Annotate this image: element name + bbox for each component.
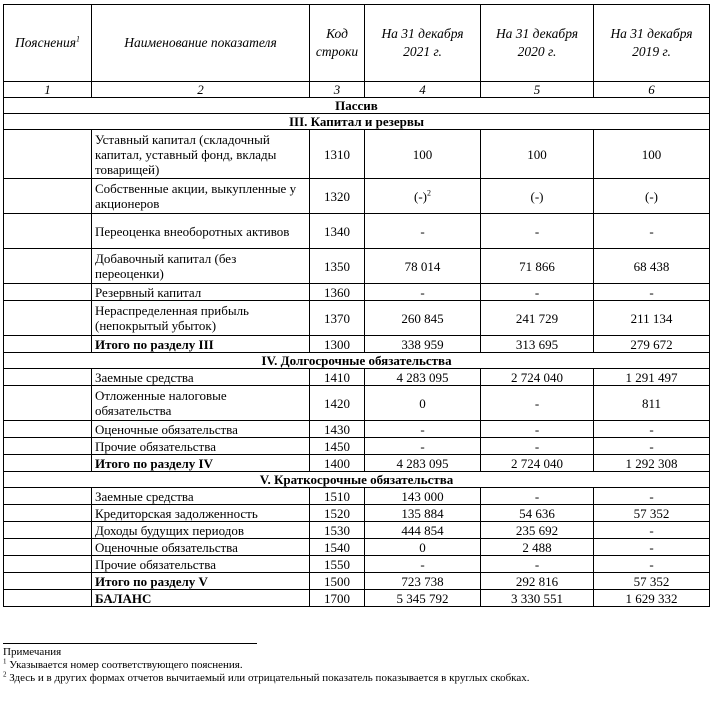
value-2021: 0	[365, 539, 481, 556]
value-2021: 143 000	[365, 488, 481, 505]
table-row	[4, 386, 710, 421]
row-name: Итого по разделу V	[92, 573, 310, 590]
row-name: Уставный капитал (складочный капитал, уставный фонд, вклады товарищей)	[92, 130, 310, 179]
row-code: 1300	[310, 336, 365, 353]
column-numbers-row	[4, 82, 710, 98]
header-row	[4, 5, 710, 82]
footnote-divider	[3, 643, 257, 644]
header-2020: На 31 декабря 2020 г.	[481, 5, 594, 82]
table-row	[4, 179, 710, 214]
value-2021: 444 854	[365, 522, 481, 539]
row-name: БАЛАНС	[92, 590, 310, 607]
value-2020: -	[481, 421, 594, 438]
header-2021: На 31 декабря 2021 г.	[365, 5, 481, 82]
table-title: Пассив	[4, 98, 710, 114]
header-2019: На 31 декабря 2019 г.	[594, 5, 710, 82]
value-2020: 313 695	[481, 336, 594, 353]
table-row	[4, 488, 710, 505]
balance-total-row	[4, 590, 710, 607]
value-2020: 2 488	[481, 539, 594, 556]
table-row	[4, 284, 710, 301]
footnotes	[3, 643, 529, 685]
value-2019: 68 438	[594, 249, 710, 284]
row-code: 1370	[310, 301, 365, 336]
row-code: 1510	[310, 488, 365, 505]
value-2019: 279 672	[594, 336, 710, 353]
value-2019: 100	[594, 130, 710, 179]
value-2020: 2 724 040	[481, 369, 594, 386]
footnote-2: $^2$ Здесь и в других формах отчетов вычитаемый или отрицательный показатель показывается в круглых скобках.	[3, 670, 530, 684]
row-code: 1400	[310, 455, 365, 472]
value-2021: 78 014	[365, 249, 481, 284]
value-2019: 57 352	[594, 573, 710, 590]
value-2019: -	[594, 556, 710, 573]
row-name: Отложенные налоговые обязательства	[92, 386, 310, 421]
row-name: Добавочный капитал (без переоценки)	[92, 249, 310, 284]
row-name: Доходы будущих периодов	[92, 522, 310, 539]
table-row	[4, 438, 710, 455]
row-code: 1410	[310, 369, 365, 386]
value-2019: -	[594, 214, 710, 249]
row-name: Прочие обязательства	[92, 438, 310, 455]
value-2021: 4 283 095	[365, 369, 481, 386]
subtotal-row	[4, 455, 710, 472]
value-2021: -	[365, 556, 481, 573]
row-name: Резервный капитал	[92, 284, 310, 301]
value-2020: 2 724 040	[481, 455, 594, 472]
section-3-title: III. Капитал и резервы	[4, 114, 710, 130]
value-2021: 4 283 095	[365, 455, 481, 472]
value-2019: -	[594, 284, 710, 301]
table-row	[4, 505, 710, 522]
table-row	[4, 249, 710, 284]
value-2021: -	[365, 214, 481, 249]
row-code: 1500	[310, 573, 365, 590]
value-2019: 1 292 308	[594, 455, 710, 472]
row-code: 1430	[310, 421, 365, 438]
subtotal-row	[4, 336, 710, 353]
row-name: Итого по разделу IV	[92, 455, 310, 472]
row-code: 1550	[310, 556, 365, 573]
table-row	[4, 301, 710, 336]
value-2021: 135 884	[365, 505, 481, 522]
value-2019: (-)	[594, 179, 710, 214]
row-name: Заемные средства	[92, 488, 310, 505]
value-2019: -	[594, 539, 710, 556]
table-row	[4, 369, 710, 386]
row-code: 1540	[310, 539, 365, 556]
col-number: 6	[594, 82, 710, 98]
col-number: 1	[4, 82, 92, 98]
value-2019: 211 134	[594, 301, 710, 336]
value-2021: $(-)^2$	[365, 179, 481, 214]
row-name: Итого по разделу III	[92, 336, 310, 353]
header-indicator-name: Наименование показателя	[92, 5, 310, 82]
value-2021: 0	[365, 386, 481, 421]
section-4-title: IV. Долгосрочные обязательства	[4, 353, 710, 369]
row-name: Прочие обязательства	[92, 556, 310, 573]
header-row-code: Код строки	[310, 5, 365, 82]
value-2019: -	[594, 438, 710, 455]
value-2020: 3 330 551	[481, 590, 594, 607]
value-2020: 235 692	[481, 522, 594, 539]
value-2020: (-)	[481, 179, 594, 214]
value-2021: 338 959	[365, 336, 481, 353]
value-2021: 5 345 792	[365, 590, 481, 607]
value-2020: -	[481, 438, 594, 455]
table-row	[4, 130, 710, 179]
value-2019: -	[594, 421, 710, 438]
value-2020: 100	[481, 130, 594, 179]
row-name: Нераспределенная прибыль (непокрытый убыток)	[92, 301, 310, 336]
table-row	[4, 539, 710, 556]
table-row	[4, 421, 710, 438]
value-2021: -	[365, 284, 481, 301]
col-number: 4	[365, 82, 481, 98]
title-row	[4, 98, 710, 114]
value-2021: -	[365, 438, 481, 455]
row-name: Заемные средства	[92, 369, 310, 386]
row-code: 1360	[310, 284, 365, 301]
value-2020: 71 866	[481, 249, 594, 284]
value-2019: -	[594, 488, 710, 505]
value-2021: 260 845	[365, 301, 481, 336]
row-code: 1450	[310, 438, 365, 455]
row-code: 1320	[310, 179, 365, 214]
value-2019: 811	[594, 386, 710, 421]
section-row	[4, 114, 710, 130]
value-2021: 723 738	[365, 573, 481, 590]
row-name: Оценочные обязательства	[92, 539, 310, 556]
col-number: 3	[310, 82, 365, 98]
value-2019: -	[594, 522, 710, 539]
section-row	[4, 472, 710, 488]
value-2020: 54 636	[481, 505, 594, 522]
table-row	[4, 214, 710, 249]
row-code: 1350	[310, 249, 365, 284]
row-name: Оценочные обязательства	[92, 421, 310, 438]
row-code: 1520	[310, 505, 365, 522]
header-notes: Пояснения$^1$	[4, 5, 92, 82]
value-2020: -	[481, 386, 594, 421]
value-2019: 1 629 332	[594, 590, 710, 607]
row-code: 1310	[310, 130, 365, 179]
table-row	[4, 522, 710, 539]
value-2020: -	[481, 488, 594, 505]
row-code: 1700	[310, 590, 365, 607]
row-name: Переоценка внеоборотных активов	[92, 214, 310, 249]
footnote-1: $^1$ Указывается номер соответствующего пояснения.	[3, 657, 243, 671]
value-2020: 292 816	[481, 573, 594, 590]
table-row	[4, 556, 710, 573]
value-2019: 1 291 497	[594, 369, 710, 386]
subtotal-row	[4, 573, 710, 590]
value-2020: -	[481, 556, 594, 573]
section-5-title: V. Краткосрочные обязательства	[4, 472, 710, 488]
row-name: Собственные акции, выкупленные у акционеров	[92, 179, 310, 214]
footnote-mark: 2	[427, 188, 431, 198]
balance-sheet-table	[3, 4, 710, 607]
row-code: 1340	[310, 214, 365, 249]
notes-title: Примечания	[3, 646, 62, 658]
value-2019: 57 352	[594, 505, 710, 522]
row-name: Кредиторская задолженность	[92, 505, 310, 522]
value-2021: 100	[365, 130, 481, 179]
col-number: 5	[481, 82, 594, 98]
value-2020: 241 729	[481, 301, 594, 336]
value-2020: -	[481, 214, 594, 249]
value-2021: -	[365, 421, 481, 438]
row-code: 1420	[310, 386, 365, 421]
section-row	[4, 353, 710, 369]
row-code: 1530	[310, 522, 365, 539]
col-number: 2	[92, 82, 310, 98]
value-2020: -	[481, 284, 594, 301]
